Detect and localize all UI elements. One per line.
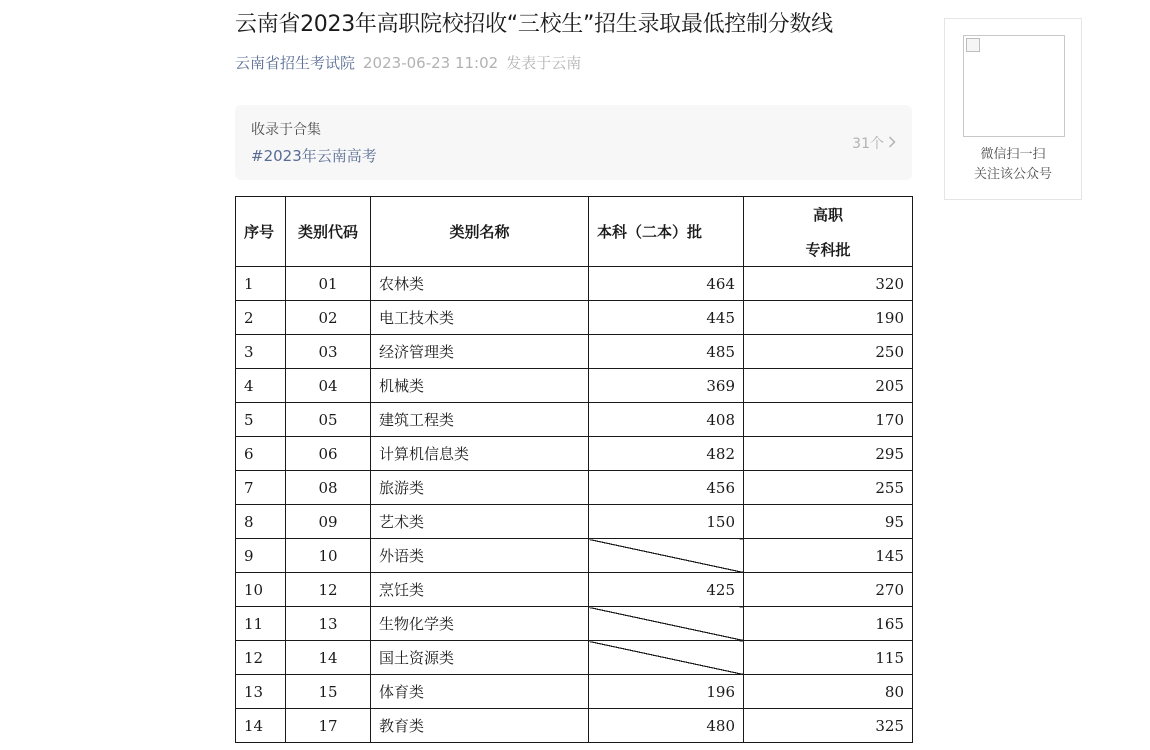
cell-vocational: 95	[744, 505, 913, 539]
article-meta	[235, 52, 581, 74]
table-row	[236, 675, 913, 709]
cell-seq: 4	[236, 369, 286, 403]
cell-seq: 5	[236, 403, 286, 437]
table-row	[236, 369, 913, 403]
cell-name: 建筑工程类	[371, 403, 589, 437]
cell-vocational: 255	[744, 471, 913, 505]
cell-seq: 8	[236, 505, 286, 539]
cell-name: 经济管理类	[371, 335, 589, 369]
cell-name: 烹饪类	[371, 573, 589, 607]
cell-code: 05	[286, 403, 371, 437]
table-row	[236, 301, 913, 335]
header-name: 类别名称	[371, 197, 589, 267]
table-body	[236, 267, 913, 743]
cell-bachelor: 425	[589, 573, 744, 607]
cell-vocational: 145	[744, 539, 913, 573]
cell-bachelor-empty	[589, 641, 744, 675]
table-row	[236, 505, 913, 539]
table-row	[236, 267, 913, 301]
header-code: 类别代码	[286, 197, 371, 267]
cell-code: 08	[286, 471, 371, 505]
album-tag-link[interactable]: #2023年云南高考	[251, 147, 377, 165]
cell-seq: 1	[236, 267, 286, 301]
cell-code: 09	[286, 505, 371, 539]
header-vocational-line2: 专科批	[805, 240, 851, 259]
cell-name: 旅游类	[371, 471, 589, 505]
qr-caption	[945, 145, 1081, 185]
cell-seq: 11	[236, 607, 286, 641]
cell-name: 教育类	[371, 709, 589, 743]
table-row	[236, 335, 913, 369]
chevron-right-icon	[888, 136, 896, 152]
cell-code: 04	[286, 369, 371, 403]
cell-code: 12	[286, 573, 371, 607]
cell-code: 01	[286, 267, 371, 301]
table-row	[236, 539, 913, 573]
cell-name: 计算机信息类	[371, 437, 589, 471]
cell-bachelor: 196	[589, 675, 744, 709]
publish-location: 发表于云南	[506, 54, 582, 72]
cell-bachelor: 480	[589, 709, 744, 743]
cell-bachelor: 369	[589, 369, 744, 403]
cell-code: 03	[286, 335, 371, 369]
cell-name: 电工技术类	[371, 301, 589, 335]
table-row	[236, 471, 913, 505]
cell-code: 06	[286, 437, 371, 471]
cell-code: 14	[286, 641, 371, 675]
account-name-link[interactable]: 云南省招生考试院	[235, 54, 356, 72]
cell-vocational: 325	[744, 709, 913, 743]
table-row	[236, 437, 913, 471]
album-card[interactable]	[235, 105, 912, 180]
cell-bachelor: 445	[589, 301, 744, 335]
cell-seq: 9	[236, 539, 286, 573]
table-row	[236, 709, 913, 743]
cell-code: 13	[286, 607, 371, 641]
cell-bachelor: 456	[589, 471, 744, 505]
header-seq: 序号	[236, 197, 286, 267]
cell-vocational: 295	[744, 437, 913, 471]
header-bachelor: 本科（二本）批	[589, 197, 744, 267]
cell-name: 生物化学类	[371, 607, 589, 641]
cell-bachelor: 408	[589, 403, 744, 437]
table-row	[236, 403, 913, 437]
cell-name: 国土资源类	[371, 641, 589, 675]
score-table	[235, 196, 913, 743]
table-row	[236, 573, 913, 607]
cell-code: 17	[286, 709, 371, 743]
cell-seq: 3	[236, 335, 286, 369]
cell-name: 外语类	[371, 539, 589, 573]
qr-caption-line1: 微信扫一扫	[980, 147, 1046, 162]
cell-bachelor-empty	[589, 539, 744, 573]
cell-bachelor: 485	[589, 335, 744, 369]
cell-seq: 2	[236, 301, 286, 335]
broken-image-icon	[966, 38, 980, 52]
publish-time: 2023-06-23 11:02	[363, 54, 499, 72]
table-row	[236, 641, 913, 675]
cell-bachelor: 150	[589, 505, 744, 539]
cell-vocational: 80	[744, 675, 913, 709]
cell-code: 10	[286, 539, 371, 573]
cell-seq: 14	[236, 709, 286, 743]
header-vocational	[744, 197, 913, 267]
cell-seq: 6	[236, 437, 286, 471]
qr-code-card	[944, 18, 1082, 200]
cell-vocational: 270	[744, 573, 913, 607]
cell-seq: 12	[236, 641, 286, 675]
article-title: 云南省2023年高职院校招收“三校生”招生录取最低控制分数线	[235, 12, 833, 37]
cell-seq: 7	[236, 471, 286, 505]
cell-name: 艺术类	[371, 505, 589, 539]
cell-name: 体育类	[371, 675, 589, 709]
cell-code: 02	[286, 301, 371, 335]
header-vocational-line1: 高职	[812, 205, 843, 224]
cell-seq: 10	[236, 573, 286, 607]
table-row	[236, 607, 913, 641]
album-label: 收录于合集	[251, 122, 321, 138]
cell-seq: 13	[236, 675, 286, 709]
cell-name: 机械类	[371, 369, 589, 403]
cell-vocational: 250	[744, 335, 913, 369]
qr-caption-line2: 关注该公众号	[973, 167, 1052, 182]
cell-bachelor-empty	[589, 607, 744, 641]
album-count[interactable]	[852, 133, 896, 153]
cell-vocational: 165	[744, 607, 913, 641]
cell-vocational: 190	[744, 301, 913, 335]
qr-code-image	[963, 35, 1065, 137]
cell-vocational: 205	[744, 369, 913, 403]
cell-code: 15	[286, 675, 371, 709]
cell-bachelor: 482	[589, 437, 744, 471]
cell-vocational: 170	[744, 403, 913, 437]
cell-name: 农林类	[371, 267, 589, 301]
table-header-row	[236, 197, 913, 267]
album-count-text: 31个	[852, 136, 884, 152]
cell-bachelor: 464	[589, 267, 744, 301]
cell-vocational: 115	[744, 641, 913, 675]
cell-vocational: 320	[744, 267, 913, 301]
